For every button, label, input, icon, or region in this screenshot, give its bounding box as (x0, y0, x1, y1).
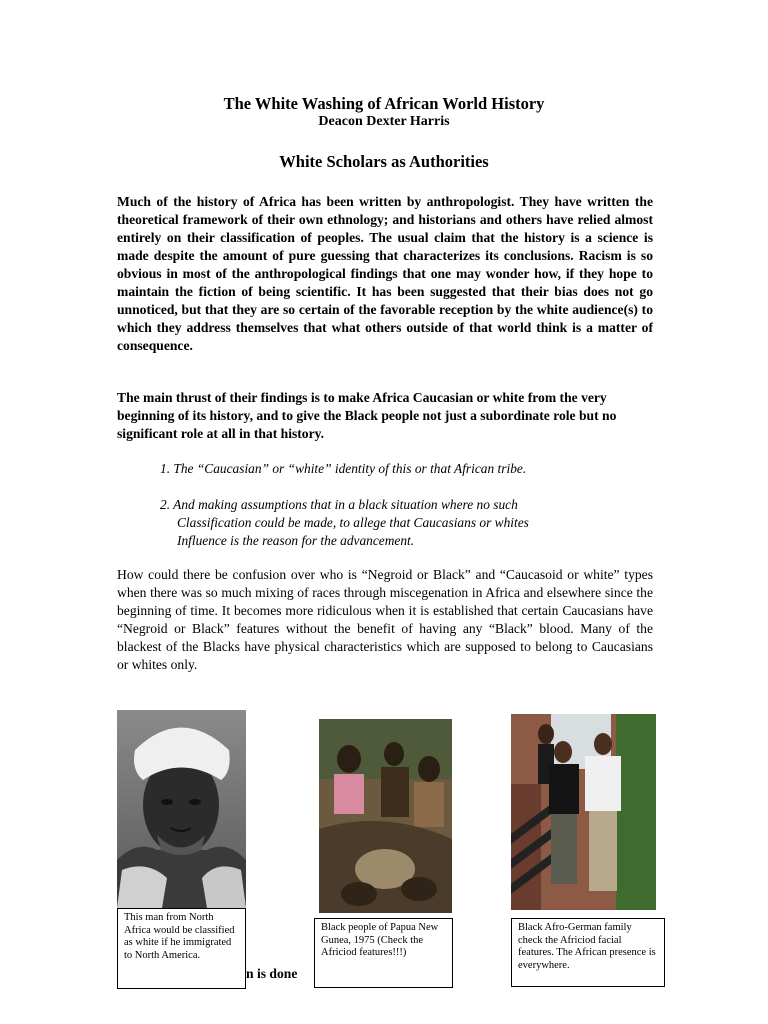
list-item-number: 1. (160, 461, 171, 476)
caption-box-3 (511, 918, 665, 987)
caption-box-1 (117, 908, 246, 989)
paragraph-2: The main thrust of their findings is to make Africa Caucasian or white from the very beginning of its history, and to give the Black people not just a subordinate role but no significant role at all in that history. (117, 390, 617, 441)
paragraph-1: Much of the history of Africa has been written by anthropologist. They have written the theoretical framework of their own ethnology; and historians and others have relied almost entirely on their classification of peoples. The usual claim that the history is a science is made despite the amount of pure guessing that characterizes its conclusions. Racism is so obvious in most of the anthropological findings that one may wonder how, if they hope to maintain the fiction of being scientific. It has been suggested that their bias does not go unnoticed, but that they are so certain of the favorable reception by the white audience(s) to which they address themselves that what others outside of that world think is a matter of consequence. (117, 194, 653, 353)
document-title: The White Washing of African World History (223, 94, 545, 113)
list-item-2 (160, 496, 640, 550)
paragraph-3: How could there be confusion over who is “Negroid or Black” and “Caucasoid or white” types when there was so much mixing of races through miscegenation in Africa and elsewhere since the beginning of time. It becomes more ridiculous when it is established that certain Caucasians have “Negroid or Black” features without the benefit of having any “Black” blood. Many of the blackest of the Blacks have physical characteristics which are supposed to belong to Caucasians or whites only. (117, 567, 653, 672)
document-author: Deacon Dexter Harris (318, 114, 450, 129)
list-item-text: And making assumptions that in a black situation where no such (173, 497, 518, 512)
caption-text: Black Afro-German family check the Africiod facial features. The African presence is everywhere. (518, 922, 656, 971)
section-heading: White Scholars as Authorities (279, 152, 489, 171)
caption-text: Black people of Papua New Gunea, 1975 (Check the Africiod features!!!) (321, 922, 439, 958)
list-item-number: 2. (160, 497, 171, 512)
list-item-text: Classification could be made, to allege that Caucasians or whites (177, 515, 529, 530)
photo-papua-new-guinea (319, 719, 452, 913)
photo-afro-german-family (511, 714, 656, 910)
caption-text: This man from North Africa would be classified as white if he immigrated to North America. (124, 912, 235, 961)
list-item-text: The “Caucasian” or “white” identity of this or that African tribe. (173, 461, 527, 476)
caption-box-2 (314, 918, 453, 988)
photo-north-african-man (117, 710, 246, 908)
list-item-1 (160, 460, 640, 478)
list-item-text: Influence is the reason for the advancement. (177, 533, 415, 548)
partially-hidden-text: n is done (246, 966, 298, 981)
